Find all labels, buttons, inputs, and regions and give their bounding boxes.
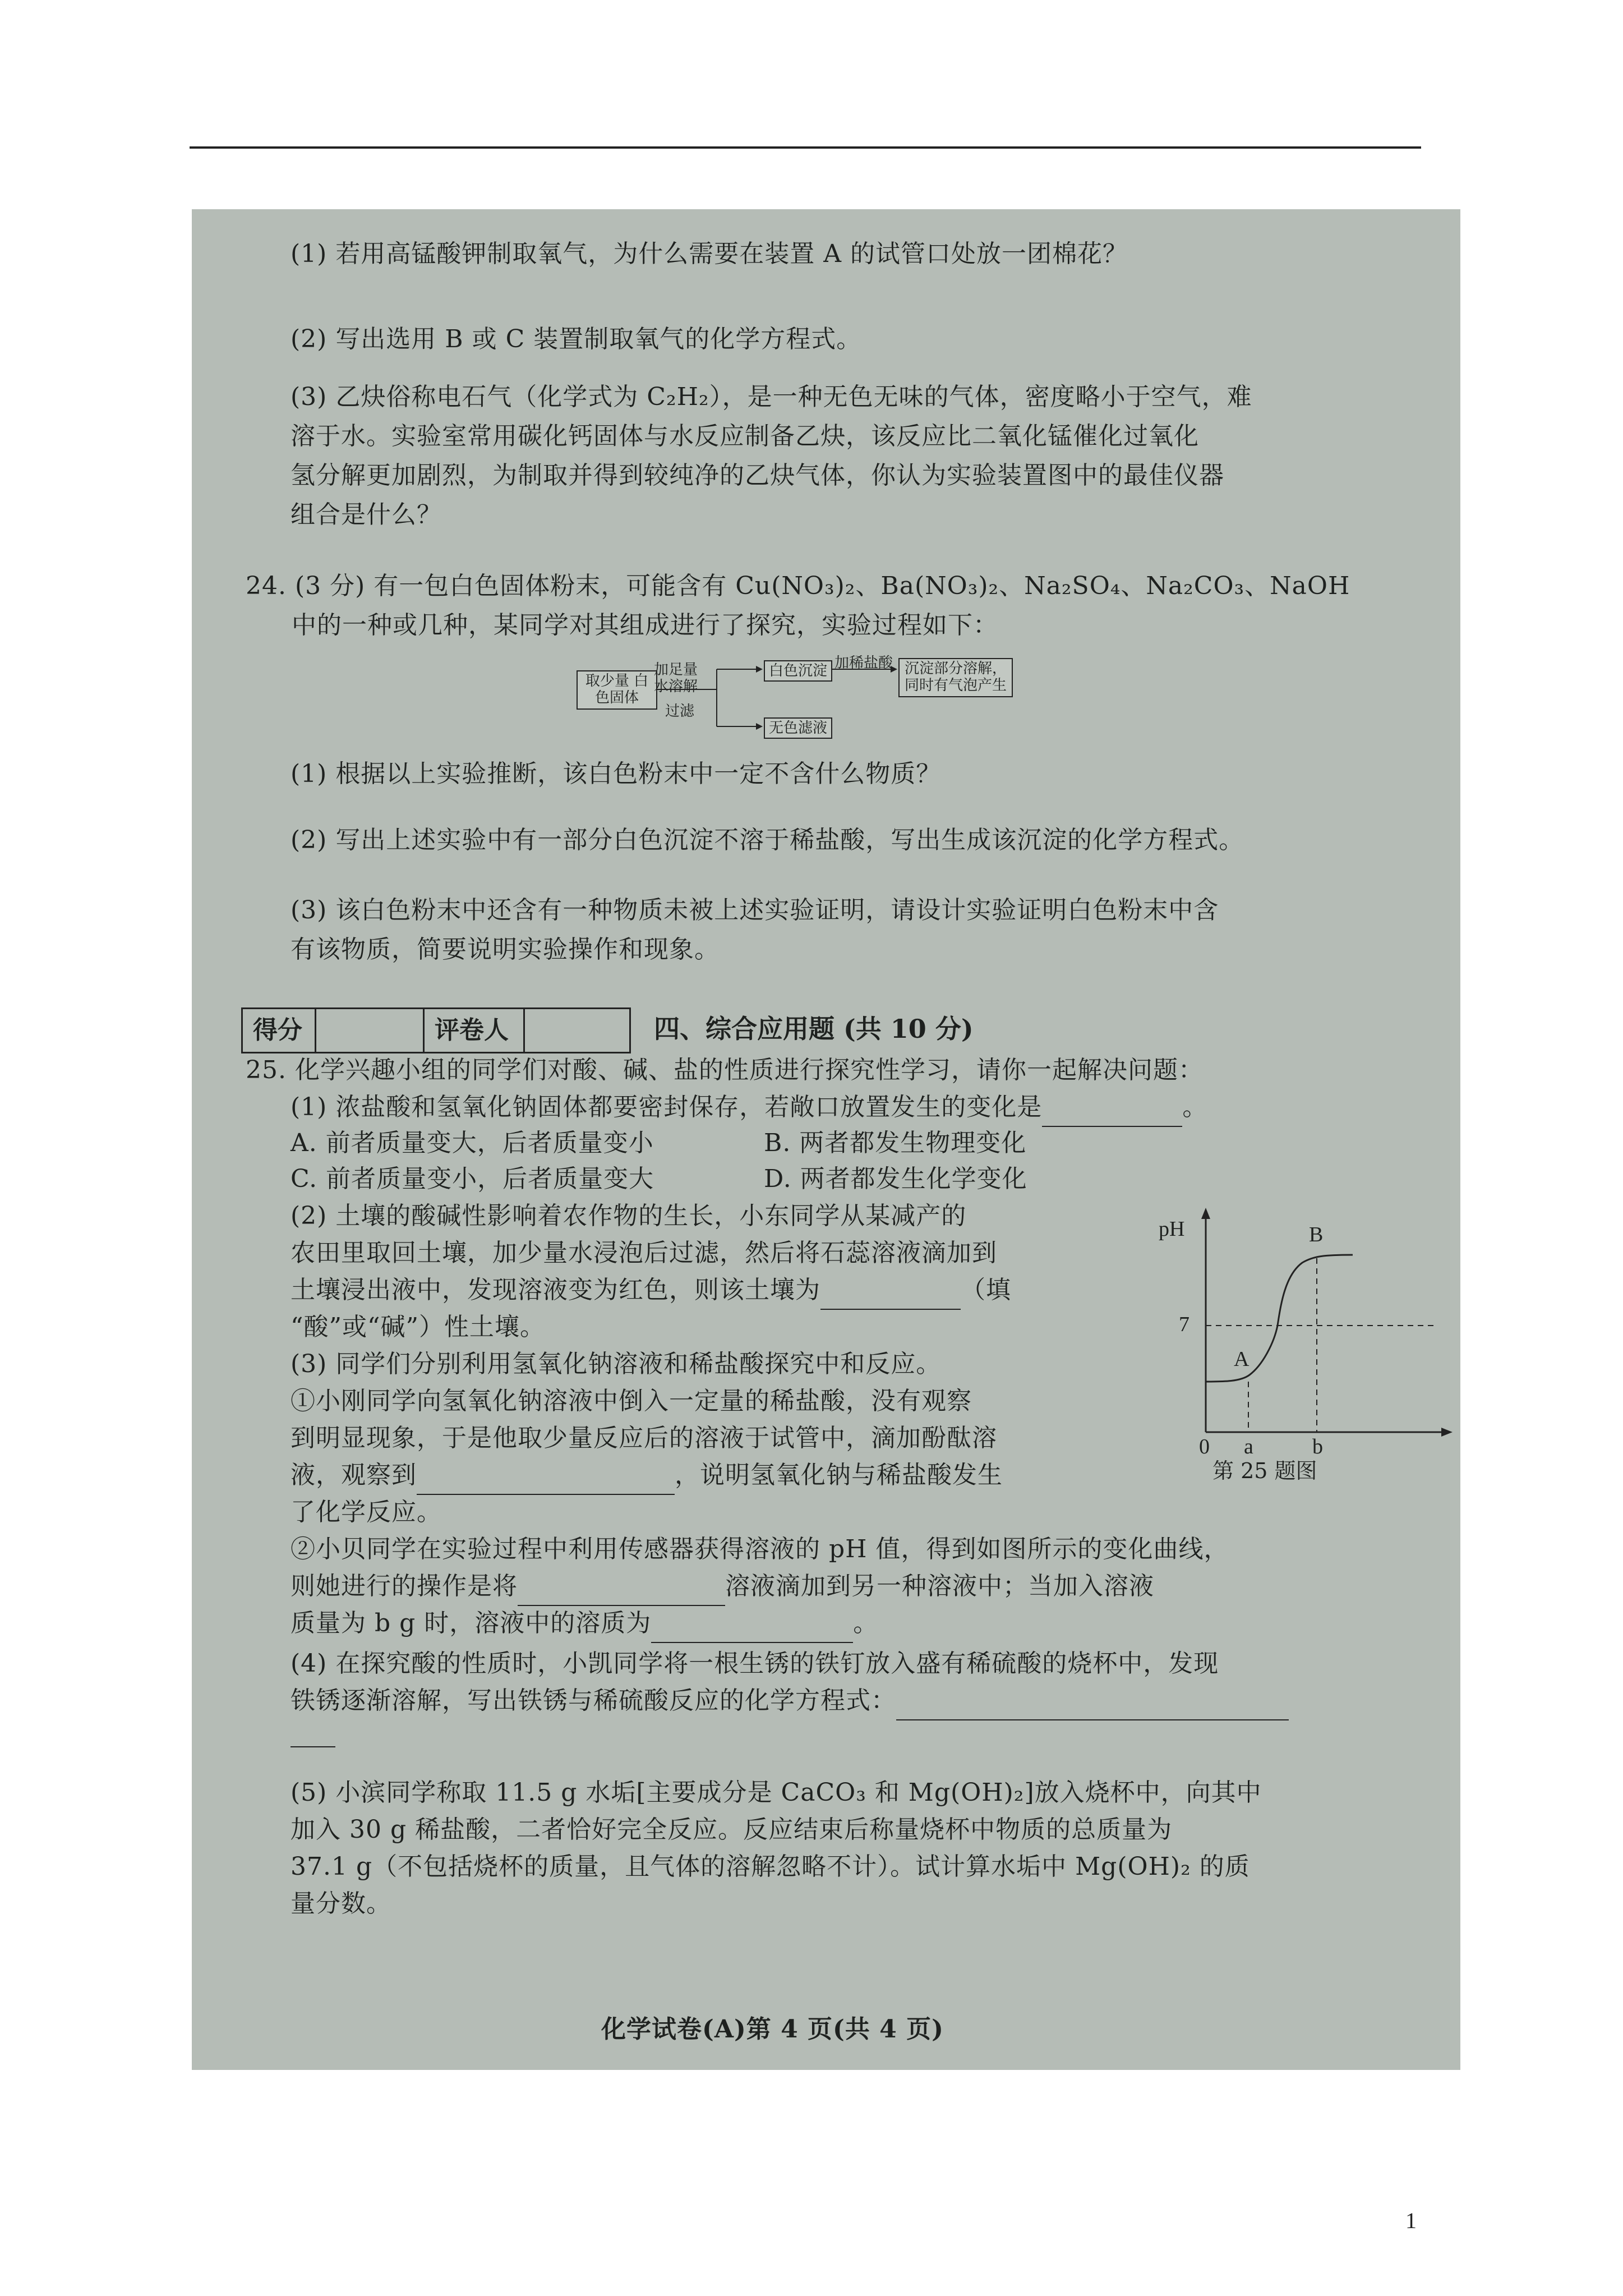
q25-part5-line1: (5) 小滨同学称取 11.5 g 水垢[主要成分是 CaCO₃ 和 Mg(OH)₂]放入烧杯中，向其中 [291,1778,1262,1807]
score-label: 得分 [243,1009,316,1052]
q25-part5-line4: 量分数。 [291,1889,391,1918]
flow-precipitate-box: 白色沉淀 [764,660,832,682]
flow-step1-mid: 水溶解 [654,678,698,695]
q25-part3-2-line3: 质量为 b g 时，溶液中的溶质为 。 [291,1604,878,1643]
q25-option-b: B. 两者都发生物理变化 [764,1129,1027,1157]
x-origin-label: 0 [1199,1435,1210,1458]
q25-option-a: A. 前者质量变大，后者质量变小 [291,1129,654,1157]
ph-axis-label: pH [1159,1217,1185,1241]
x-tick-a: a [1244,1435,1253,1458]
q25-option-d: D. 两者都发生化学变化 [764,1165,1027,1193]
section-title: 四、综合应用题 (共 10 分) [654,1014,974,1044]
q24-part3: (3) 该白色粉末中还含有一种物质未被上述实验证明，请设计实验证明白色粉末中含 有该物质，简要说明实验操作和现象。 [291,896,1219,964]
q25-part2-line3: 土壤浸出液中，发现溶液变为红色，则该土壤为 （填 [291,1271,1011,1310]
q24-part1: (1) 根据以上实验推断，该白色粉末中一定不含什么物质？ [291,760,942,788]
q25-part3-2-line2: 则她进行的操作是将 溶液滴加到另一种溶液中；当加入溶液 [291,1567,1154,1606]
q25-part1: (1) 浓盐酸和氢氧化钠固体都要密封保存，若敞口放置发生的变化是 。 [291,1088,1207,1127]
flow-step1-bottom: 过滤 [665,703,695,720]
q25-part3-2-blank-a[interactable] [518,1582,725,1606]
q25-part3-1-line4: 了化学反应。 [291,1498,442,1526]
q25-heading: 25. 化学兴趣小组的同学们对酸、碱、盐的性质进行探究性学习，请你一起解决问题： [246,1056,1204,1084]
score-blank[interactable] [316,1009,425,1052]
curve-point-a: A [1234,1347,1249,1371]
curve-point-b: B [1309,1223,1324,1246]
q25-part2-line1: (2) 土壤的酸碱性影响着农作物的生长，小东同学从某减产的 [291,1202,967,1230]
q25-part3-1-line3: 液，观察到 ，说明氢氧化钠与稀盐酸发生 [291,1456,1003,1495]
q25-part3-2-line1: ②小贝同学在实验过程中利用传感器获得溶液的 pH 值，得到如图所示的变化曲线， [291,1535,1229,1563]
top-rule [190,146,1421,149]
graph-caption: 第 25 题图 [1212,1458,1317,1483]
q25-part4-line2: 铁锈逐渐溶解，写出铁锈与稀硫酸反应的化学方程式： [291,1681,1289,1720]
q25-option-c: C. 前者质量变小，后者质量变大 [291,1165,654,1193]
q25-part5-line2: 加入 30 g 稀盐酸，二者恰好完全反应。反应结束后称量烧杯中物质的总质量为 [291,1815,1173,1844]
flow-filtrate-box: 无色滤液 [764,717,832,739]
ph-tick-7: 7 [1179,1313,1189,1336]
flow-step1-top: 加足量 [654,661,698,678]
q25-part3-1-line1: ①小刚同学向氢氧化钠溶液中倒入一定量的稀盐酸，没有观察 [291,1387,972,1415]
q25-part2-blank[interactable] [820,1286,961,1310]
q24-heading: 24. (3 分) 有一包白色固体粉末，可能含有 Cu(NO₃)₂、Ba(NO₃)₂、Na₂SO₄、Na₂CO₃、NaOH 中的一种或几种，某同学对其组成进行了探究，实验过程如下： [246,572,1350,639]
q23-part3: (3) 乙炔俗称电石气（化学式为 C₂H₂），是一种无色无味的气体，密度略小于空气，难 溶于水。实验室常用碳化钙固体与水反应制备乙炔，该反应比二氧化锰催化过氧化 氢分解更加剧烈，为制取并得到较纯净的乙炔气体，你认为实验装置图中的最佳仪器 组合是什么？ [291,383,1252,529]
page-number: 1 [1405,2208,1417,2233]
q25-part2-line2: 农田里取回土壤，加少量水浸泡后过滤，然后将石蕊溶液滴加到 [291,1239,997,1267]
grader-blank[interactable] [525,1009,629,1052]
q25-part4-blank-cont[interactable] [291,1724,335,1747]
x-tick-b: b [1312,1435,1323,1458]
scanned-page [192,209,1460,2070]
q25-part3-1-blank[interactable] [417,1471,675,1495]
q23-part2: (2) 写出选用 B 或 C 装置制取氧气的化学方程式。 [291,325,862,353]
q25-part2-line4: “酸”或“碱”）性土壤。 [291,1313,545,1341]
flow-result-box: 沉淀部分溶解，同时有气泡产生 [898,658,1013,697]
q24-part2: (2) 写出上述实验中有一部分白色沉淀不溶于稀盐酸，写出生成该沉淀的化学方程式。 [291,826,1244,854]
q24-flowchart [577,655,1283,742]
ph-graph [1134,1197,1460,1460]
q25-part5-line3: 37.1 g（不包括烧杯的质量，且气体的溶解忽略不计）。试计算水垢中 Mg(OH)₂ 的质 [291,1852,1250,1881]
q23-part1: (1) 若用高锰酸钾制取氧气，为什么需要在装置 A 的试管口处放一团棉花？ [291,240,1128,268]
flow-step2-label: 加稀盐酸 [834,655,893,671]
q25-part1-blank[interactable] [1042,1103,1182,1127]
q25-part4-blank[interactable] [896,1697,1289,1720]
page-footer: 化学试卷(A)第 4 页(共 4 页) [601,2015,944,2044]
score-table [241,1007,631,1053]
flow-start-box: 取少量 白色固体 [577,670,657,710]
q25-part3-1-line2: 到明显现象，于是他取少量反应后的溶液于试管中，滴加酚酞溶 [291,1424,997,1452]
grader-label: 评卷人 [425,1009,525,1052]
q25-part3-2-blank-b[interactable] [651,1619,853,1643]
q25-part4-line1: (4) 在探究酸的性质时，小凯同学将一根生锈的铁钉放入盛有稀硫酸的烧杯中，发现 [291,1649,1219,1678]
q25-part3: (3) 同学们分别利用氢氧化钠溶液和稀盐酸探究中和反应。 [291,1350,942,1378]
